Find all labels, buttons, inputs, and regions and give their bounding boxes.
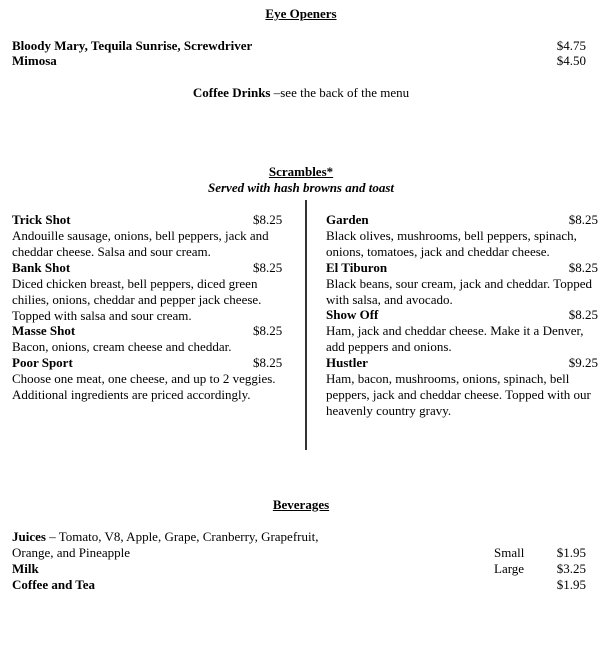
scrambles-subheading: Served with hash browns and toast xyxy=(207,180,395,195)
scramble-item xyxy=(12,355,287,403)
item-price: $9.25 xyxy=(568,355,598,370)
item-name: Show Off xyxy=(326,307,379,322)
item-name: Poor Sport xyxy=(12,355,73,370)
coffee-drinks-note xyxy=(0,85,602,101)
coffee-tea-price: $1.95 xyxy=(556,577,586,592)
column-divider xyxy=(305,200,307,450)
scramble-item xyxy=(326,212,598,260)
beverages-heading: Beverages xyxy=(272,497,330,512)
item-price: $8.25 xyxy=(568,260,598,275)
menu-row xyxy=(12,53,586,69)
item-name: Trick Shot xyxy=(12,212,71,227)
item-name: Garden xyxy=(326,212,369,227)
scramble-item xyxy=(326,307,598,355)
coffee-drinks-label: Coffee Drinks xyxy=(192,85,271,100)
scramble-item xyxy=(12,260,287,324)
item-price: $8.25 xyxy=(253,355,283,370)
milk-label: Milk xyxy=(12,561,39,576)
juices-line xyxy=(12,529,318,545)
item-name: Hustler xyxy=(326,355,368,370)
item-description: Bacon, onions, cream cheese and cheddar. xyxy=(12,339,232,354)
juices-list-continued: Orange, and Pineapple xyxy=(12,545,131,560)
juices-list: – Tomato, V8, Apple, Grape, Cranberry, Grapefruit, xyxy=(45,529,319,544)
scramble-item xyxy=(326,260,598,308)
milk-size: Large xyxy=(494,561,525,576)
item-description: Black olives, mushrooms, bell peppers, spinach, onions, tomatoes, jack and cheddar cheese. xyxy=(326,228,577,259)
item-price: $8.25 xyxy=(568,212,598,227)
scramble-item xyxy=(326,355,598,419)
item-name: Mimosa xyxy=(12,53,57,68)
item-description: Choose one meat, one cheese, and up to 2 veggies. Additional ingredients are priced accordingly. xyxy=(12,371,276,402)
item-price: $8.25 xyxy=(568,307,598,322)
juices-size: Small xyxy=(494,545,525,560)
item-description: Diced chicken breast, bell peppers, diced green chilies, onions, cheddar and pepper jack cheese. Topped with salsa and sour cream. xyxy=(12,276,262,323)
menu-row xyxy=(12,38,586,54)
item-price: $4.50 xyxy=(556,53,586,68)
item-description: Black beans, sour cream, jack and cheddar. Topped with salsa, and avocado. xyxy=(326,276,592,307)
item-name: Masse Shot xyxy=(12,323,76,338)
item-price: $8.25 xyxy=(253,323,283,338)
item-name: Bloody Mary, Tequila Sunrise, Screwdriver xyxy=(12,38,253,53)
item-price: $8.25 xyxy=(253,212,283,227)
item-price: $8.25 xyxy=(253,260,283,275)
juices-label: Juices xyxy=(12,529,46,544)
scramble-item xyxy=(12,212,287,260)
coffee-tea-label: Coffee and Tea xyxy=(12,577,96,592)
juices-price: $1.95 xyxy=(556,545,586,560)
coffee-drinks-text: –see the back of the menu xyxy=(270,85,410,100)
eye-openers-heading: Eye Openers xyxy=(265,6,337,21)
scramble-item xyxy=(12,323,287,355)
item-description: Ham, bacon, mushrooms, onions, spinach, bell peppers, jack and cheddar cheese. Topped with our heavenly country gravy. xyxy=(326,371,591,418)
item-price: $4.75 xyxy=(556,38,586,53)
milk-price: $3.25 xyxy=(556,561,586,576)
scrambles-heading: Scrambles* xyxy=(268,164,334,179)
item-name: Bank Shot xyxy=(12,260,71,275)
item-description: Ham, jack and cheddar cheese. Make it a Denver, add peppers and onions. xyxy=(326,323,584,354)
item-name: El Tiburon xyxy=(326,260,388,275)
item-description: Andouille sausage, onions, bell peppers, jack and cheddar cheese. Salsa and sour cream. xyxy=(12,228,269,259)
